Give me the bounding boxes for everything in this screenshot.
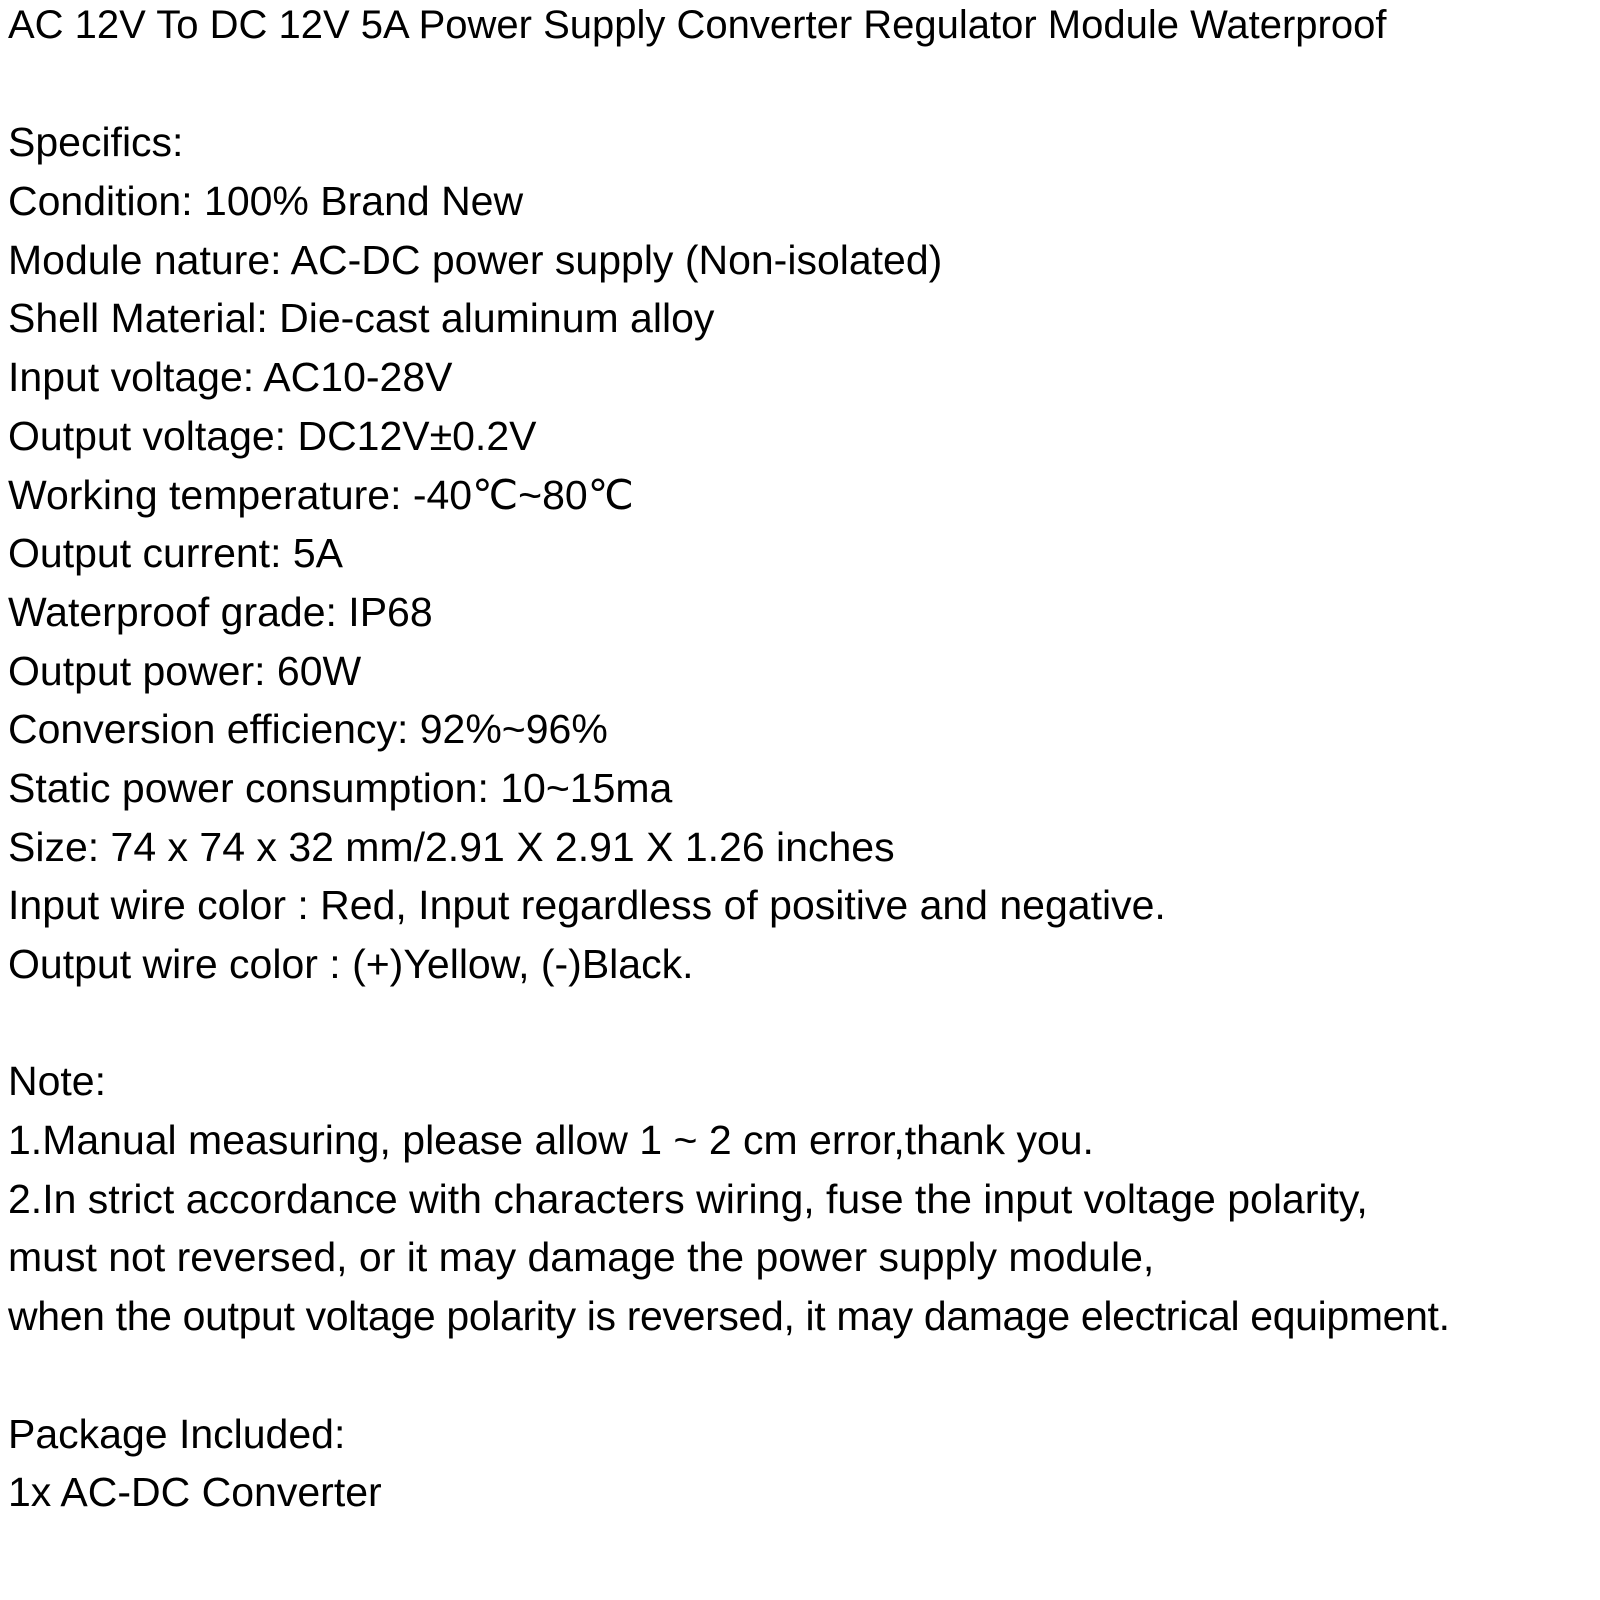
package-item: 1x AC-DC Converter (8, 1469, 382, 1516)
spec-condition: Condition: 100% Brand New (8, 178, 524, 225)
spec-input-voltage: Input voltage: AC10-28V (8, 354, 453, 401)
specifics-heading: Specifics: (8, 119, 184, 166)
spacer (8, 55, 1596, 114)
note-heading: Note: (8, 1058, 106, 1105)
spacer (8, 1346, 1596, 1405)
spec-size: Size: 74 x 74 x 32 mm/2.91 X 2.91 X 1.26 inches (8, 823, 895, 870)
spec-conversion-efficiency: Conversion efficiency: 92%~96% (8, 706, 608, 753)
note-line-1: 1.Manual measuring, please allow 1 ~ 2 cm error,thank you. (8, 1117, 1094, 1164)
spacer (8, 994, 1596, 1053)
spec-working-temperature: Working temperature: -40℃~80℃ (8, 471, 634, 518)
product-title: AC 12V To DC 12V 5A Power Supply Converter Regulator Module Waterproof (8, 3, 1387, 47)
spec-waterproof-grade: Waterproof grade: IP68 (8, 588, 433, 635)
note-line-2: 2.In strict accordance with characters wiring, fuse the input voltage polarity, (8, 1175, 1368, 1222)
note-line-3: must not reversed, or it may damage the power supply module, (8, 1234, 1155, 1281)
spec-static-power: Static power consumption: 10~15ma (8, 764, 673, 811)
spec-module-nature: Module nature: AC-DC power supply (Non-isolated) (8, 236, 943, 283)
spec-output-voltage: Output voltage: DC12V±0.2V (8, 412, 537, 459)
spec-input-wire-color: Input wire color : Red, Input regardless of positive and negative. (8, 882, 1166, 929)
spec-output-power: Output power: 60W (8, 647, 362, 694)
spec-shell-material: Shell Material: Die-cast aluminum alloy (8, 295, 715, 342)
spec-output-current: Output current: 5A (8, 530, 344, 577)
note-line-4: when the output voltage polarity is reversed, it may damage electrical equipment. (8, 1293, 1450, 1340)
spec-output-wire-color: Output wire color : (+)Yellow, (-)Black. (8, 941, 694, 987)
package-heading: Package Included: (8, 1410, 346, 1457)
product-description (8, 0, 1596, 1522)
